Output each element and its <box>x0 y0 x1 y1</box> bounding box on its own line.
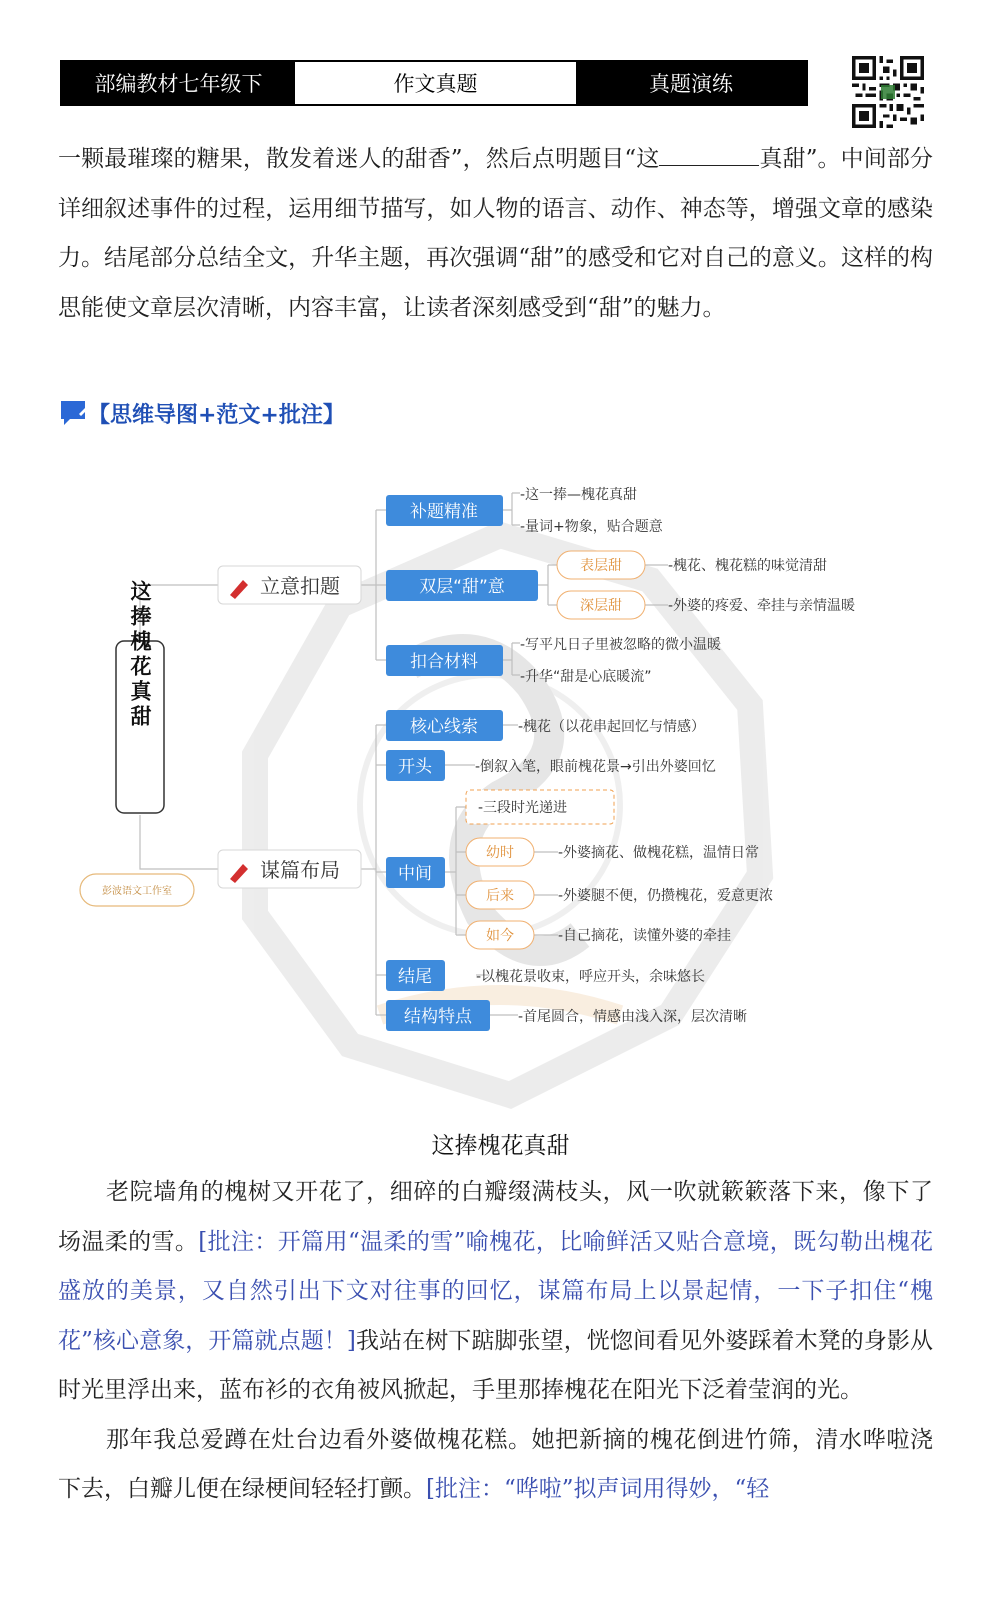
intro-line1-start: 一颗最璀璨的糖果，散发着迷人的甜香”，然后点明题目“这 <box>58 146 660 172</box>
studio-label: 彭波语文工作室 <box>102 886 172 897</box>
leaf-text: -外婆腿不便，仍攒槐花，爱意更浓 <box>558 888 774 904</box>
branch-theme-label: 立意扣题 <box>260 574 340 598</box>
sub-now-label: 如今 <box>486 928 514 944</box>
leaf-text: -外婆摘花、做槐花糕，温情日常 <box>558 845 760 861</box>
node-clue-label: 核心线索 <box>410 717 478 737</box>
qr-code-icon <box>852 56 924 128</box>
branch-layout-label: 谋篇布局 <box>260 858 340 882</box>
essay-text: 我站在树下踮脚张望，恍惚间看见外婆踩着木凳的身影从时光里浮出来，蓝布衫的衣角被风掀起，手里那捧槐花在阳光下泛着莹润的光。 <box>58 1327 934 1403</box>
leaf-text: -这一捧—槐花真甜 <box>520 487 638 503</box>
sub-childhood-label: 幼时 <box>486 845 514 861</box>
header-practice: 真题演练 <box>576 62 806 104</box>
header-bar <box>60 60 808 106</box>
node-material-label: 扣合材料 <box>410 652 478 672</box>
leaf-text: -自己摘花，读懂外婆的牵挂 <box>558 928 732 944</box>
node-structure-label: 结构特点 <box>404 1007 472 1027</box>
leaf-text: -升华“甜是心底暖流” <box>520 669 652 685</box>
leaf-text: -倒叙入笔，眼前槐花景→引出外婆回忆 <box>475 759 716 775</box>
leaf-text: -首尾圆合，情感由浅入深，层次清晰 <box>518 1009 748 1025</box>
intro-paragraph <box>58 135 933 333</box>
node-double-sweet-label: 双层“甜”意 <box>419 577 505 597</box>
sub-deep-sweet-label: 深层甜 <box>580 598 622 614</box>
node-middle-label: 中间 <box>398 864 432 884</box>
annotation: [批注：“哗啦”拟声词用得妙，“轻 <box>426 1476 770 1502</box>
header-grade: 部编教材七年级下 <box>62 62 295 104</box>
header-essay-topic: 作文真题 <box>295 62 576 104</box>
leaf-text: -槐花（以花串起回忆与情感） <box>518 719 706 735</box>
intro-line1-end: 真甜”。 <box>759 146 841 172</box>
section-heading <box>58 393 345 433</box>
sub-later-label: 后来 <box>486 888 514 904</box>
section-title: 【思维导图+范文+批注】 <box>88 402 345 428</box>
sub-surface-sweet-label: 表层甜 <box>580 558 622 574</box>
node-title-fill-label: 补题精准 <box>410 502 478 522</box>
leaf-text: -量词+物象，贴合题意 <box>520 519 663 535</box>
essay-paragraph <box>58 1416 933 1515</box>
essay-text: 老院墙角的槐树又开花了，细碎的白瓣缀满枝头，风一吹就簌簌落下来，像下了场温柔的雪。 <box>58 1179 933 1255</box>
chat-bubble-icon <box>58 398 88 428</box>
leaf-text: -槐花、槐花糕的味觉清甜 <box>668 558 828 574</box>
root-label: 这捧槐花真甜 <box>128 580 152 730</box>
intro-body: 中间部分详细叙述事件的过程，运用细节描写，如人物的语言、动作、神态等，增强文章的感染力。结尾部分总结全文，升华主题，再次强调“甜”的感受和它对自己的意义。这样的构思能使文章层次清晰，内容丰富，让读者深刻感受到“甜”的魅力。 <box>58 146 933 321</box>
annotation: [批注：开篇用“温柔的雪”喻槐花，比喻鲜活又贴合意境，既勾勒出槐花盛放的美景，又自然引出下文对往事的回忆，谋篇布局上以景起情，一下子扣住“槐花”核心意象，开篇就点题！] <box>58 1228 933 1354</box>
leaf-text: -写平凡日子里被忽略的微小温暖 <box>520 637 722 653</box>
mind-map <box>60 455 940 1125</box>
dashed-note-label: -三段时光递进 <box>478 800 568 816</box>
essay-title: 这捧槐花真甜 <box>431 1133 570 1159</box>
leaf-text: -外婆的疼爱、牵挂与亲情温暖 <box>668 598 856 614</box>
essay-body <box>58 1168 933 1515</box>
fill-in-blank <box>659 143 759 166</box>
leaf-text: -以槐花景收束，呼应开头，余味悠长 <box>476 969 706 985</box>
node-ending-label: 结尾 <box>398 967 432 987</box>
essay-text: 那年我总爱蹲在灶台边看外婆做槐花糕。她把新摘的槐花倒进竹筛，清水哗啦浇下去，白瓣儿便在绿梗间轻轻打颤。 <box>58 1426 933 1502</box>
node-opening-label: 开头 <box>398 757 432 777</box>
essay-paragraph <box>58 1168 933 1416</box>
